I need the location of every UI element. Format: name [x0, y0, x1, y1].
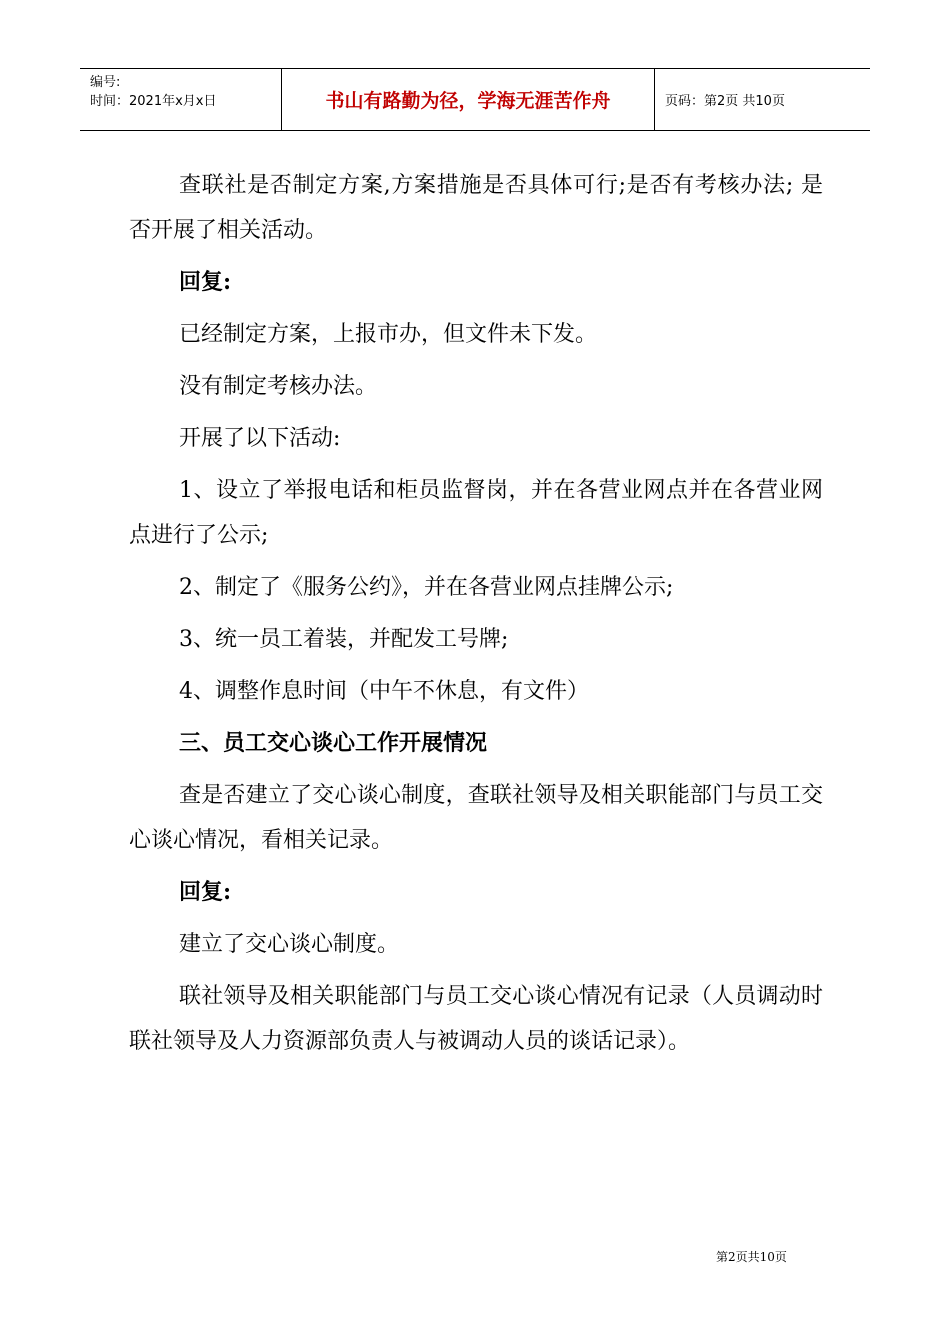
paragraph-no-assessment: 没有制定考核办法。 [179, 374, 378, 399]
paragraph-activities-intro: 开展了以下活动: [179, 426, 341, 451]
paragraph-check-plan: 查联社是否制定方案,方案措施是否具体可行;是否有考核办法; 是否开展了相关活动。 [129, 173, 823, 243]
document-number-label: 编号: [90, 75, 121, 90]
section-heading-3: 三、员工交心谈心工作开展情况 [179, 730, 488, 756]
list-item-1: 1、设立了举报电话和柜员监督岗，并在各营业网点并在各营业网点进行了公示; [129, 478, 823, 548]
reply-heading: 回复: [179, 269, 232, 295]
header-motto: 书山有路勤为径，学海无涯苦作舟 [281, 69, 655, 130]
list-item-2: 2、制定了《服务公约》，并在各营业网点挂牌公示; [179, 575, 674, 600]
list-item-3: 3、统一员工着装，并配发工号牌; [179, 627, 509, 652]
paragraph-system-established: 建立了交心谈心制度。 [179, 932, 400, 957]
paragraph-plan-reported: 已经制定方案，上报市办，但文件未下发。 [179, 322, 598, 347]
paragraph-check-system: 查是否建立了交心谈心制度，查联社领导及相关职能部门与员工交心谈心情况，看相关记录。 [129, 783, 823, 853]
document-time-label: 时间：2021年x月x日 [90, 94, 217, 109]
reply-heading-2: 回复: [179, 879, 232, 905]
header-meta [80, 69, 281, 130]
page-header [80, 68, 870, 131]
list-item-4: 4、调整作息时间（中午不休息，有文件） [179, 679, 589, 704]
header-page-number: 页码：第2页 共10页 [665, 94, 785, 109]
paragraph-records: 联社领导及相关职能部门与员工交心谈心情况有记录（人员调动时联社领导及人力资源部负责人与被调动人员的谈话记录）。 [129, 984, 823, 1054]
page-footer: 第2页共10页 [716, 1250, 787, 1264]
document-body [129, 163, 823, 1071]
